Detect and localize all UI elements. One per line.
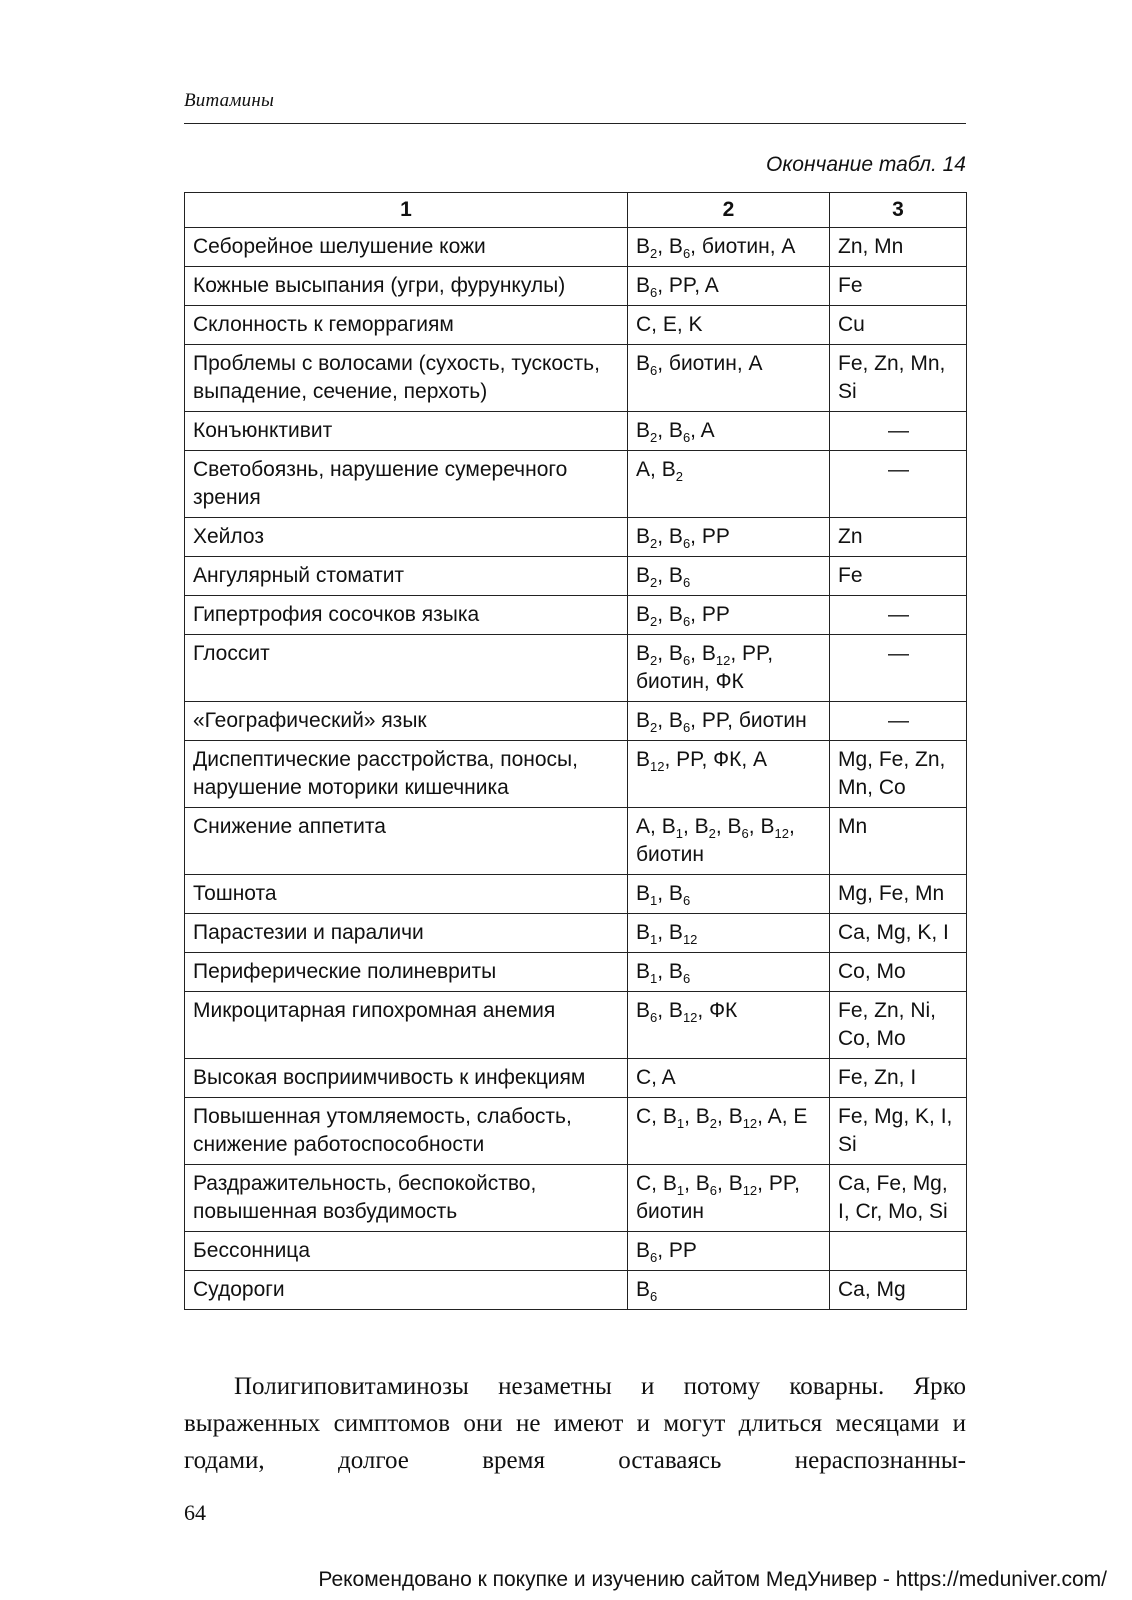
vitamin-subscript: 6 <box>682 653 691 668</box>
minerals-cell: Zn, Mn <box>830 228 967 267</box>
vitamins-cell: C, $B_1$, $B_2$, $B_{12}$, A, E <box>628 1098 830 1165</box>
table-row <box>185 992 967 1059</box>
vitamin-subscript: 12 <box>742 1183 758 1198</box>
symptom-cell: Ангулярный стоматит <box>185 557 628 596</box>
vitamin-subscript: 1 <box>675 826 683 841</box>
vitamin-subscript: 2 <box>650 575 658 590</box>
vitamins-cell: C, A <box>628 1059 830 1098</box>
table-row <box>185 345 967 412</box>
symptom-cell: Кожные высыпания (угри, фурункулы) <box>185 267 628 306</box>
vitamin-subscript: 2 <box>650 430 658 445</box>
minerals-cell: Ca, Mg <box>830 1271 967 1310</box>
vitamins-cell: $B_2$, $B_6$, PP <box>628 518 830 557</box>
vitamin-subscript: 6 <box>682 614 691 629</box>
symptom-cell: Периферические полиневриты <box>185 953 628 992</box>
footer-note: Рекомендовано к покупке и изучению сайтом МедУнивер - https://meduniver.com/ <box>318 1568 1107 1591</box>
vitamin-subscript: 2 <box>650 720 658 735</box>
symptom-cell: Хейлоз <box>185 518 628 557</box>
vitamins-cell: $B_1$, $B_6$ <box>628 875 830 914</box>
vitamin-subscript: 6 <box>650 285 658 300</box>
vitamin-subscript: 1 <box>650 893 658 908</box>
symptom-cell: Себорейное шелушение кожи <box>185 228 628 267</box>
vitamin-subscript: 12 <box>774 826 789 841</box>
symptom-cell: Склонность к геморрагиям <box>185 306 628 345</box>
vitamin-subscript: 12 <box>742 1116 758 1131</box>
minerals-cell: Mn <box>830 808 967 875</box>
table-row <box>185 518 967 557</box>
vitamins-cell: $B_2$, $B_6$, A <box>628 412 830 451</box>
symptom-cell: Диспептические расстройства, поносы, нарушение моторики кишечника <box>185 741 628 808</box>
minerals-cell: Mg, Fe, Zn, Mn, Co <box>830 741 967 808</box>
minerals-cell: — <box>830 596 967 635</box>
page-number: 64 <box>184 1500 206 1525</box>
vitamins-cell: $B_6$, PP <box>628 1232 830 1271</box>
table-row <box>185 914 967 953</box>
vitamin-subscript: 2 <box>708 826 716 841</box>
vitamins-cell: $B_6$, PP, A <box>628 267 830 306</box>
vitamin-subscript: 2 <box>650 246 658 261</box>
vitamins-cell: $B_2$, $B_6$ <box>628 557 830 596</box>
table-row <box>185 267 967 306</box>
vitamins-cell: $B_2$, $B_6$, $B_{12}$, PP, биотин, ФК <box>628 635 830 702</box>
vitamin-subscript: 6 <box>650 1010 658 1025</box>
symptom-cell: Раздражительность, беспокойство, повышенная возбудимость <box>185 1165 628 1232</box>
minerals-cell: Co, Mo <box>830 953 967 992</box>
vitamins-cell: $B_6$ <box>628 1271 830 1310</box>
vitamins-cell: $B_1$, $B_6$ <box>628 953 830 992</box>
table-row <box>185 1165 967 1232</box>
table-row <box>185 1059 967 1098</box>
table-row <box>185 596 967 635</box>
minerals-cell: Fe, Mg, K, I, Si <box>830 1098 967 1165</box>
vitamins-cell: $B_2$, $B_6$, PP, биотин <box>628 702 830 741</box>
vitamin-deficiency-table <box>184 192 967 1310</box>
symptom-cell: Светобоязнь, нарушение сумеречного зрения <box>185 451 628 518</box>
symptom-cell: Микроцитарная гипохромная анемия <box>185 992 628 1059</box>
vitamin-subscript: 2 <box>675 469 683 484</box>
vitamin-subscript: 6 <box>682 971 691 986</box>
vitamin-subscript: 12 <box>650 759 665 774</box>
vitamin-subscript: 6 <box>682 893 691 908</box>
minerals-cell: Fe, Zn, I <box>830 1059 967 1098</box>
table-row <box>185 228 967 267</box>
symptom-cell: Глоссит <box>185 635 628 702</box>
vitamin-subscript: 1 <box>676 1183 685 1198</box>
vitamins-cell: $B_6$, биотин, A <box>628 345 830 412</box>
symptom-cell: Судороги <box>185 1271 628 1310</box>
minerals-cell: Fe <box>830 557 967 596</box>
vitamin-subscript: 2 <box>650 536 658 551</box>
vitamins-cell: C, E, K <box>628 306 830 345</box>
vitamin-subscript: 1 <box>650 971 658 986</box>
vitamins-cell: $B_{12}$, PP, ФК, A <box>628 741 830 808</box>
table-row <box>185 741 967 808</box>
vitamin-subscript: 6 <box>682 430 691 445</box>
table-row <box>185 875 967 914</box>
vitamin-subscript: 2 <box>650 653 658 668</box>
minerals-cell: Fe <box>830 267 967 306</box>
minerals-cell: — <box>830 412 967 451</box>
vitamin-subscript: 12 <box>682 932 698 947</box>
table-header-row <box>185 193 967 228</box>
vitamin-subscript: 1 <box>676 1116 685 1131</box>
table-row <box>185 1271 967 1310</box>
minerals-cell: Ca, Fe, Mg, I, Cr, Mo, Si <box>830 1165 967 1232</box>
symptom-cell: Парастезии и параличи <box>185 914 628 953</box>
table-caption: Окончание табл. 14 <box>766 153 966 176</box>
table-row <box>185 451 967 518</box>
column-header: 1 <box>185 193 628 228</box>
minerals-cell: — <box>830 451 967 518</box>
symptom-cell: «Географический» язык <box>185 702 628 741</box>
table-row <box>185 1098 967 1165</box>
body-paragraph: Полигиповитаминозы незаметны и потому коварны. Ярко выраженных симптомов они не имеют и могут длиться месяцами и годами, долгое время оставаясь нераспознанны- <box>184 1373 966 1474</box>
minerals-cell: Fe, Zn, Mn, Si <box>830 345 967 412</box>
symptom-cell: Снижение аппетита <box>185 808 628 875</box>
vitamin-subscript: 12 <box>682 1010 698 1025</box>
running-head: Витамины <box>184 90 275 111</box>
column-header: 2 <box>628 193 830 228</box>
vitamin-subscript: 6 <box>650 1250 658 1265</box>
table-row <box>185 557 967 596</box>
symptom-cell: Проблемы с волосами (сухость, тускость, выпадение, сечение, перхоть) <box>185 345 628 412</box>
minerals-cell: Mg, Fe, Mn <box>830 875 967 914</box>
table-row <box>185 808 967 875</box>
table-row <box>185 1232 967 1271</box>
vitamin-subscript: 6 <box>741 826 749 841</box>
symptom-cell: Высокая восприимчивость к инфекциям <box>185 1059 628 1098</box>
vitamins-cell: C, $B_1$, $B_6$, $B_{12}$, PP, биотин <box>628 1165 830 1232</box>
table-row <box>185 635 967 702</box>
minerals-cell: Ca, Mg, K, I <box>830 914 967 953</box>
symptom-cell: Тошнота <box>185 875 628 914</box>
vitamin-subscript: 2 <box>650 614 658 629</box>
vitamin-subscript: 1 <box>650 932 658 947</box>
vitamin-subscript: 6 <box>682 536 691 551</box>
table-body <box>185 228 967 1310</box>
table-row <box>185 953 967 992</box>
minerals-cell: Zn <box>830 518 967 557</box>
table-row <box>185 412 967 451</box>
symptom-cell: Повышенная утомляемость, слабость, снижение работоспособности <box>185 1098 628 1165</box>
minerals-cell: Cu <box>830 306 967 345</box>
column-header: 3 <box>830 193 967 228</box>
vitamin-subscript: 6 <box>650 363 658 378</box>
table-row <box>185 702 967 741</box>
vitamin-subscript: 2 <box>709 1116 718 1131</box>
vitamins-cell: A, $B_2$ <box>628 451 830 518</box>
minerals-cell: Fe, Zn, Ni, Co, Mo <box>830 992 967 1059</box>
vitamin-subscript: 12 <box>715 653 731 668</box>
table-row <box>185 306 967 345</box>
symptom-cell: Гипертрофия сосочков языка <box>185 596 628 635</box>
vitamin-subscript: 6 <box>709 1183 718 1198</box>
minerals-cell <box>830 1232 967 1271</box>
minerals-cell: — <box>830 702 967 741</box>
vitamin-subscript: 6 <box>682 246 691 261</box>
vitamin-subscript: 6 <box>682 720 691 735</box>
vitamin-subscript: 6 <box>682 575 691 590</box>
body-paragraph-block <box>184 1368 966 1479</box>
vitamins-cell: A, $B_1$, $B_2$, $B_6$, $B_{12}$, биотин <box>628 808 830 875</box>
vitamins-cell: $B_2$, $B_6$, PP <box>628 596 830 635</box>
symptom-cell: Бессонница <box>185 1232 628 1271</box>
header-rule <box>184 123 966 124</box>
vitamins-cell: $B_6$, $B_{12}$, ФК <box>628 992 830 1059</box>
symptom-cell: Конъюнктивит <box>185 412 628 451</box>
vitamin-subscript: 6 <box>650 1289 658 1304</box>
vitamins-cell: $B_1$, $B_{12}$ <box>628 914 830 953</box>
minerals-cell: — <box>830 635 967 702</box>
vitamins-cell: $B_2$, $B_6$, биотин, A <box>628 228 830 267</box>
